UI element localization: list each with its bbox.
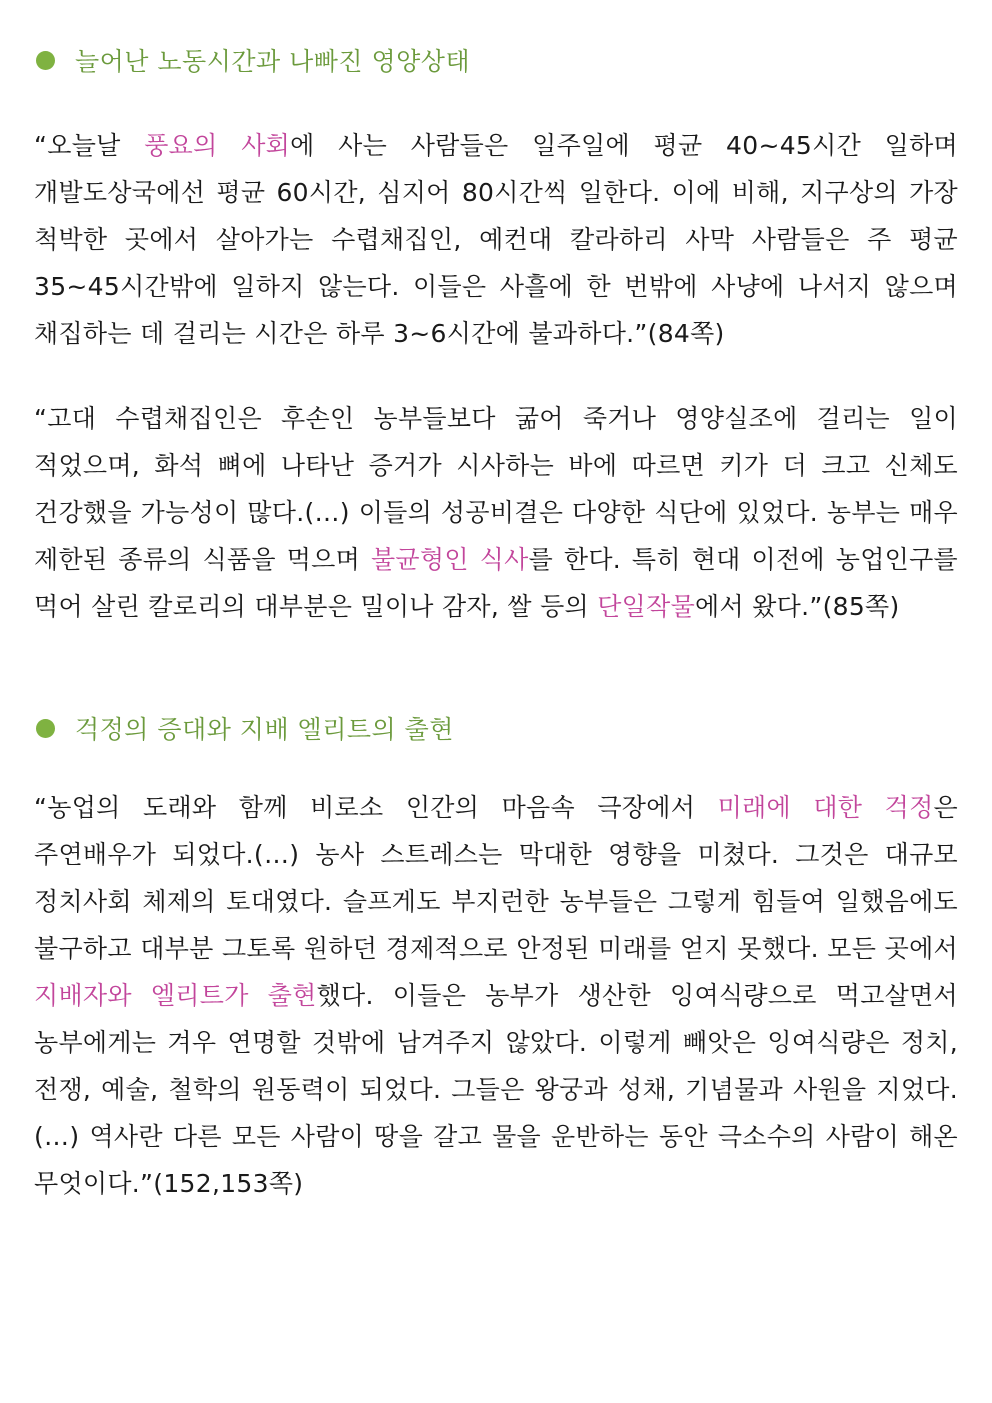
quote-paragraph-work-hours (34, 122, 958, 357)
quote-text: 에서 왔다.”(85쪽) (695, 592, 900, 621)
section-heading-text: 걱정의 증대와 지배 엘리트의 출현 (75, 715, 454, 744)
highlight-monoculture: 단일작물 (597, 592, 696, 621)
quote-paragraph-diet (34, 395, 958, 630)
section-heading-anxiety-elite (34, 706, 958, 750)
quote-text: “고대 수렵채집인은 후손인 농부들보다 굶어 죽거나 영양실조에 걸리는 일이 적었으며, 화석 뼈에 나타난 증거가 시사하는 바에 따르면 키가 더 크고 신체도 건강했을 가능성이 많다.(…) 이들의 성공비결은 다양한 식단에 있었다. 농부는 매우 제한된 종류의 식품을 먹으며 (34, 404, 958, 574)
quote-text: “농업의 도래와 함께 비로소 인간의 마음속 극장에서 (34, 793, 718, 822)
quote-text: 은 주연배우가 되었다.(…) 농사 스트레스는 막대한 영향을 미쳤다. 그것은 대규모 정치사회 체제의 토대였다. 슬프게도 부지런한 농부들은 그렇게 힘들여 일했음에도 불구하고 대부분 그토록 원하던 경제적으로 안정된 미래를 얻지 못했다. 모든 곳에서 (34, 793, 958, 963)
highlight-unbalanced-diet: 불균형인 식사 (370, 545, 529, 574)
section-heading-labor-nutrition (34, 38, 958, 82)
quote-text: 를 한다. 특히 현대 이전에 농업인구를 먹어 살린 칼로리의 대부분은 밀이나 감자, 쌀 등의 (34, 545, 959, 621)
section-heading-text: 늘어난 노동시간과 나빠진 영양상태 (75, 47, 471, 76)
green-bullet-icon (36, 719, 55, 738)
quote-text: “오늘날 (34, 131, 145, 160)
quote-text: 에 사는 사람들은 일주일에 평균 40~45시간 일하며 개발도상국에선 평균 60시간, 심지어 80시간씩 일한다. 이에 비해, 지구상의 가장 척박한 곳에서 살아가는 수렵채집인, 예컨대 칼라하리 사막 사람들은 주 평균 35~45시간밖에 일하지 않는다. 이들은 사흘에 한 번밖에 사냥에 나서지 않으며 채집하는 데 걸리는 시간은 하루 3~6시간에 불과하다.”(84쪽) (34, 131, 958, 348)
highlight-elite-emergence: 지배자와 엘리트가 출현 (34, 981, 317, 1010)
highlight-affluent-society: 풍요의 사회 (144, 131, 291, 160)
quote-paragraph-elite (34, 784, 958, 1207)
quote-text: 했다. 이들은 농부가 생산한 잉여식량으로 먹고살면서 농부에게는 겨우 연명할 것밖에 남겨주지 않았다. 이렇게 빼앗은 잉여식량은 정치, 전쟁, 예술, 철학의 원동력이 되었다. 그들은 왕궁과 성채, 기념물과 사원을 지었다.(…) 역사란 다른 모든 사람이 땅을 갈고 물을 운반하는 동안 극소수의 사람이 해온 무엇이다.”(152,153쪽) (34, 981, 958, 1198)
highlight-future-anxiety: 미래에 대한 걱정 (717, 793, 934, 822)
green-bullet-icon (36, 51, 55, 70)
